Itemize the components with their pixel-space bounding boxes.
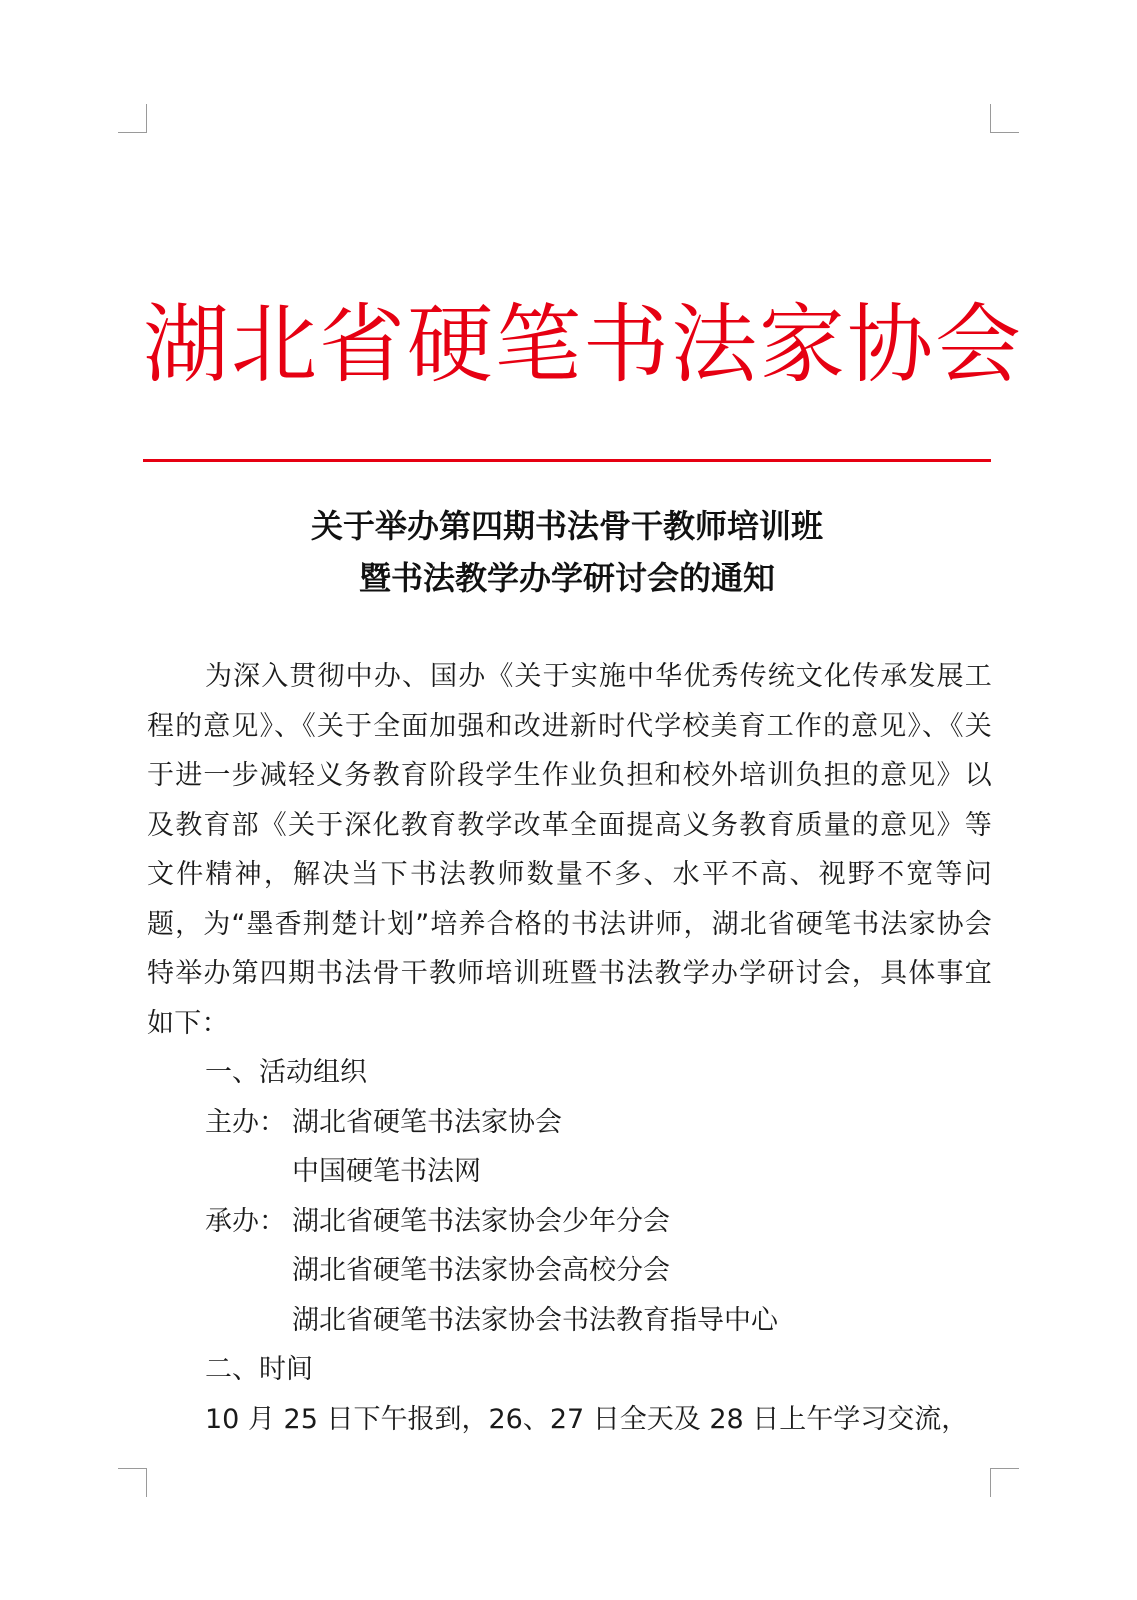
schedule-text: 10 月 25 日下午报到，26、27 日全天及 28 日上午学习交流， xyxy=(205,1403,969,1435)
host-label: 主办： xyxy=(205,1106,286,1138)
masthead-organization-name: 湖北省硬笔书法家协会 xyxy=(143,295,1023,395)
organizer-label: 承办： xyxy=(205,1205,286,1237)
intro-paragraph: 为深入贯彻中办、国办《关于实施中华优秀传统文化传承发展工程的意见》、《关于全面加强和改进新时代学校美育工作的意见》、《关于进一步减轻义务教育阶段学生作业负担和校外培训负担的意见》以及教育部《关于深化教育教学改革全面提高义务教育质量的意见》等文件精神，解决当下书法教师数量不多、水平不高、视野不宽等问题，为“墨香荆楚计划”培养合格的书法讲师，湖北省硬笔书法家协会特举办第四期书法骨干教师培训班暨书法教学办学研讨会，具体事宜如下： xyxy=(147,661,992,1039)
document-body xyxy=(147,652,992,1444)
masthead-red-rule xyxy=(143,459,991,462)
crop-mark-bottom-left xyxy=(118,1468,147,1497)
crop-mark-bottom-right xyxy=(990,1468,1019,1497)
crop-mark-top-left xyxy=(118,104,147,133)
host-row xyxy=(147,1098,992,1148)
crop-mark-top-right xyxy=(990,104,1019,133)
document-title xyxy=(143,500,991,604)
section-1-heading: 一、活动组织 xyxy=(205,1057,367,1088)
host-item: 湖北省硬笔书法家协会 xyxy=(292,1106,562,1138)
document-title-line-1: 关于举办第四期书法骨干教师培训班 xyxy=(310,507,823,545)
organizer-row xyxy=(147,1197,992,1247)
host-item: 中国硬笔书法网 xyxy=(292,1156,481,1187)
organizer-item: 湖北省硬笔书法家协会少年分会 xyxy=(292,1205,670,1237)
organizer-item: 湖北省硬笔书法家协会书法教育指导中心 xyxy=(292,1304,778,1336)
document-title-line-2: 暨书法教学办学研讨会的通知 xyxy=(358,559,775,597)
section-2-heading: 二、时间 xyxy=(205,1354,313,1385)
organizer-item: 湖北省硬笔书法家协会高校分会 xyxy=(292,1255,670,1286)
